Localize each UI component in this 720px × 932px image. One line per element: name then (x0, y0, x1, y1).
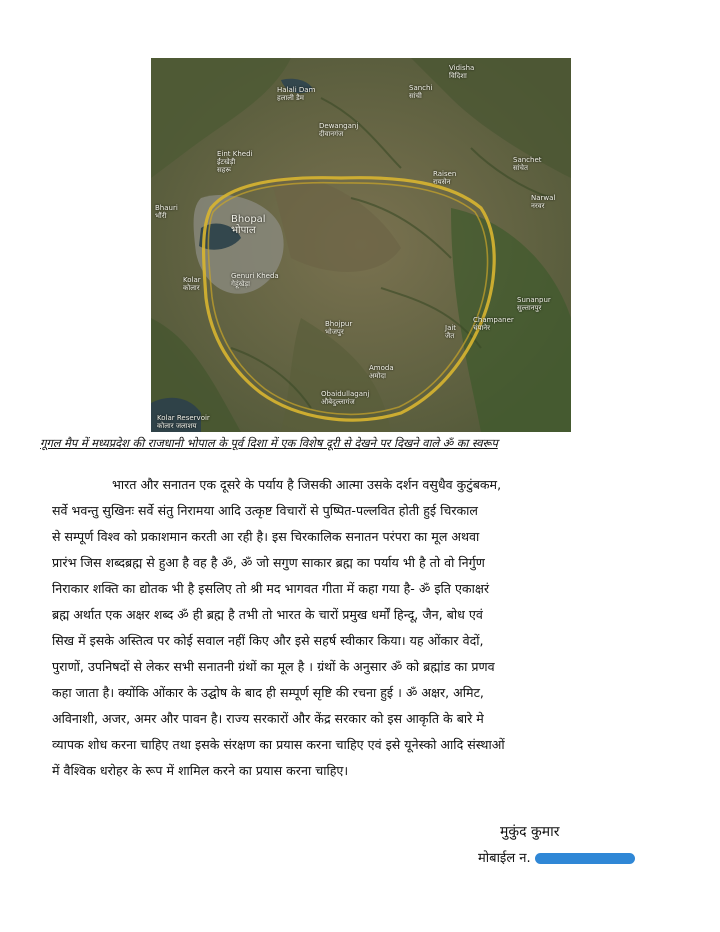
redacted-phone-number (535, 853, 635, 864)
body-line: ब्रह्म अर्थात एक अक्षर शब्द ॐ ही ब्रह्म है तभी तो भारत के चारों प्रमुख धर्मों हिन्दू, जैन, बोध एवं (52, 607, 483, 622)
map-label-dewanganj: Dewanganj दीवानगंज (319, 122, 359, 138)
body-line: भारत और सनातन एक दूसरे के पर्याय है जिसकी आत्मा उसके दर्शन वसुधैव कुटुंबकम, (112, 477, 502, 492)
map-label-kolar-reservoir: Kolar Reservoir कोलार जलाशय (157, 414, 210, 430)
body-line: अविनाशी, अजर, अमर और पावन है। राज्य सरकारों और केंद्र सरकार को इस आकृति के बारे मे (52, 711, 484, 726)
body-line: से सम्पूर्ण विश्व को प्रकाशमान करती आ रही है। इस चिरकालिक सनातन परंपरा का मूल अथवा (52, 529, 480, 544)
map-label-obaidullaganj: Obaidullaganj औबेदुल्लागंज (321, 390, 370, 406)
body-line: निराकार शक्ति का द्योतक भी है इसलिए तो श्री मद भागवत गीता में कहा गया है- ॐ इति एकाक्षरं (52, 581, 490, 596)
body-line: प्रारंभ जिस शब्दब्रह्म से हुआ है वह है ॐ, ॐ जो सगुण साकार ब्रह्म का पर्याय भी है तो वो निर्गुण (52, 555, 485, 570)
body-line: व्यापक शोध करना चाहिए तथा इसके संरक्षण का प्रयास करना चाहिए एवं इसे यूनेस्को आदि संस्थाओं (52, 737, 505, 752)
map-label-bhauri: Bhauri भौंरी (155, 204, 178, 220)
map-label-narwal: Narwal नरवर (531, 194, 556, 210)
body-line: सर्वे भवन्तु सुखिनः सर्वे संतु निरामया आदि उत्कृष्ट विचारों से पुष्पित-पल्लवित होती हुई चिरकाल (52, 503, 478, 518)
mobile-label: मोबाईल न. (478, 851, 531, 866)
map-label-sanchi: Sanchi सांची (409, 84, 433, 100)
map-label-berkhedi: Eint Khedi ईंटखेड़ी सहरू (217, 150, 253, 174)
signature-name: मुकुंद कुमार (500, 824, 560, 840)
map-label-jait: Jait जैत (445, 324, 457, 340)
map-label-halali: Halali Dam हलाली डैम (277, 86, 316, 102)
body-line: में वैश्विक धरोहर के रूप में शामिल करने का प्रयास करना चाहिए। (52, 763, 349, 778)
body-line: पुराणों, उपनिषदों से लेकर सभी सनातनी ग्रंथों का मूल है । ग्रंथों के अनुसार ॐ को ब्रह्मांड का प्रणव (52, 659, 495, 674)
map-label-sunanpur: Sunanpur सुल्तानपुर (517, 296, 551, 312)
map-label-vidisha: Vidisha विदिशा (449, 64, 475, 80)
map-label-amoda: Amoda अमोदा (369, 364, 394, 380)
body-line: कहा जाता है। क्योंकि ओंकार के उद्घोष के बाद ही सम्पूर्ण सृष्टि की रचना हुई । ॐ अक्षर, अमिट, (52, 685, 484, 700)
map-terrain (151, 58, 571, 432)
map-label-kolar: Kolar कोलार (183, 276, 201, 292)
map-label-raisen: Raisen रायसेन (433, 170, 457, 186)
map-label-sanchet: Sanchet सांचेत (513, 156, 542, 172)
satellite-map-image (151, 58, 571, 432)
map-label-genuri: Genuri Kheda गेहूंखेड़ा (231, 272, 279, 288)
map-caption: गूगल मैप में मध्यप्रदेश की राजधानी भोपाल के पूर्व दिशा में एक विशेष दूरी से देखने पर दिखने वाले ॐ का स्वरूप (40, 436, 498, 450)
map-label-bhopal: Bhopal भोपाल (231, 214, 266, 236)
map-label-bhojpur: Bhojpur भोजपुर (325, 320, 353, 336)
body-line: सिख में इसके अस्तित्व पर कोई सवाल नहीं किए और इसे सहर्ष स्वीकार किया। यह ओंकार वेदों, (52, 633, 484, 648)
signature-mobile (478, 848, 635, 866)
map-label-champaner: Champaner चंपानेर (473, 316, 514, 332)
